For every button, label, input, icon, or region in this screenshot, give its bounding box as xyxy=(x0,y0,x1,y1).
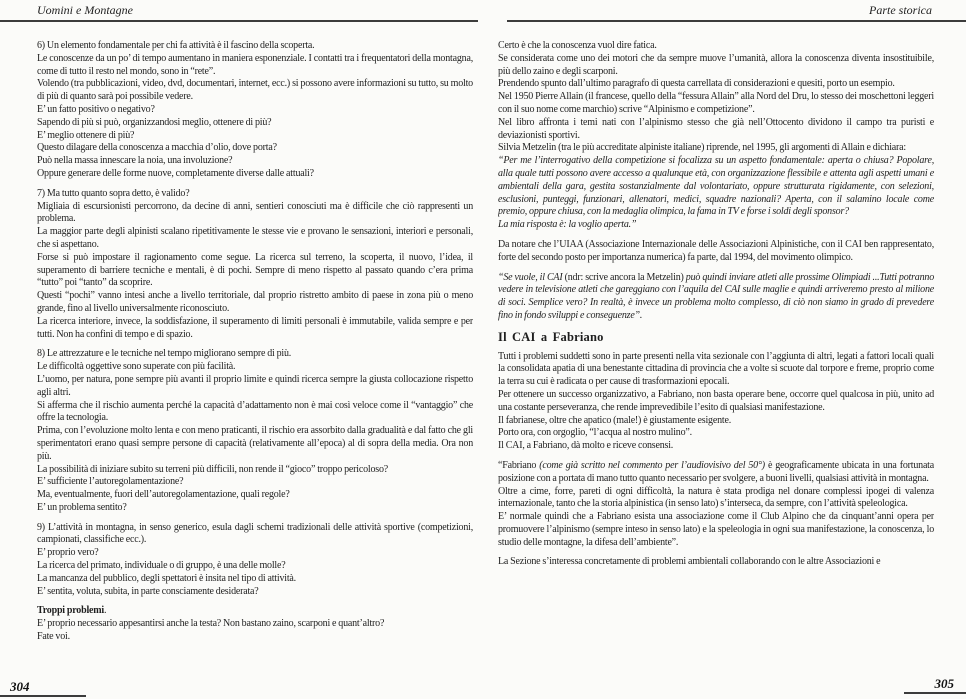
paragraph xyxy=(498,272,934,323)
text-run: è geograficamente ubicata in una fortunata posizione con a portata di mano tutto quanto necessario per svolgere, a buoni livelli, qualsiasi attività in montagna. xyxy=(498,459,934,484)
text-run: “Per me l’interrogativo della competizione si focalizza su un aspetto fondamentale: aperta o chiusa? Popolare, alla quale tutti possono avere accesso a qualunque età, con organizzazione flessibile e attenta agli aspetti umani e ambientali della gara, gestita sostanzialmente dal volontariato, oppure strutturata rigidamente, con selezioni, esclusioni, punteggi, funzionari, allenatori, medici, squadre nazionali? Aperta, con il salamino locale come premio, oppure chiusa, con la medaglia olimpica, la fama in TV e forse i soldi degli sponsor? xyxy=(498,155,934,218)
text-run: Questi “pochi” vanno intesi anche a livello territoriale, dal proprio ristretto ambito di paese in zona più o meno grande, fino al livello universalmente riconosciuto. xyxy=(37,290,473,314)
text-run: “Se vuole, il CAI xyxy=(498,271,565,283)
text-run: Il fabrianese, oltre che apatico (male!) è giustamente esigente. xyxy=(498,414,732,426)
right-page-number: 305 xyxy=(934,676,954,691)
text-run: E’ sufficiente l’autoregolamentazione? xyxy=(37,476,184,488)
paragraph xyxy=(37,130,473,143)
paragraph xyxy=(37,78,473,104)
paragraph xyxy=(498,219,934,232)
paragraph xyxy=(37,226,473,252)
paragraph xyxy=(498,53,934,79)
text-run: E’ sentita, voluta, subita, in parte consciamente desiderata? xyxy=(37,585,259,597)
paragraph xyxy=(37,188,473,201)
paragraph xyxy=(37,464,473,477)
text-run: Nel libro affronta i temi nati con l’alpinismo stesso che già nell’Ottocento dividono il campo tra puristi e deviazionisti sportivi. xyxy=(498,116,934,141)
text-run: Fate voi. xyxy=(37,631,70,643)
text-run: Può nella massa innescare la noia, una involuzione? xyxy=(37,155,233,167)
text-run: Da notare che l’UIAA (Associazione Internazionale delle Associazioni Alpinistiche, con il CAI ben rappresentato, forte del secondo posto per importanza numerica) fa parte, dal 1994, del movimento olimpico. xyxy=(498,238,934,263)
text-run: Certo è che la conoscenza vuol dire fatica. xyxy=(498,40,657,51)
text-run: E’ proprio vero? xyxy=(37,547,99,559)
text-run: 8) Le attrezzature e le tecniche nel tempo migliorano sempre di più. xyxy=(37,348,292,360)
paragraph xyxy=(37,168,473,181)
text-run: Oltre a cime, forre, pareti di ogni difficoltà, la natura è stata prodiga nel donare complessi ipogei di valenza internazionale, tanto che la storia alpinistica (in senso lato) s’interseca, da sempre, con l’attività speleologica. xyxy=(498,485,934,510)
text-run: Questo dilagare della conoscenza a macchia d’olio, dove porta? xyxy=(37,142,277,154)
text-run: Per ottenere un successo organizzativo, a Fabriano, non basta operare bene, occorre quel qualcosa in più, unito ad una costante perseveranza, che rende imprevedibile l’esito di qualsiasi manifestazione. xyxy=(498,388,934,413)
text-run: può quindi inviare atleti alle prossime Olimpiadi ...Tutti potranno vedere in televisione atleti che gareggiano con l’aquila del CAI sulle maglie e quindi arriveremo presto al milione di soci. Semplice vero? In realtà, è invece un problema molto complesso, di ciò non siamo in grado di prevedere fino in fondo sviluppi e conseguenze”. xyxy=(498,271,934,321)
right-running-head xyxy=(869,3,932,18)
text-run: “Fabriano xyxy=(498,459,540,471)
text-run: Sapendo di più si può, organizzandosi meglio, ottenere di più? xyxy=(37,116,272,128)
paragraph xyxy=(37,573,473,586)
text-run: (ndr: scrive ancora la Metzelin) xyxy=(564,271,686,283)
text-run: La mancanza del pubblico, degli spettatori è insita nel tipo di attività. xyxy=(37,572,296,584)
paragraph xyxy=(498,91,934,117)
text-run: 6) Un elemento fondamentale per chi fa attività è il fascino della scoperta. xyxy=(37,40,315,51)
paragraph xyxy=(37,374,473,400)
paragraph xyxy=(498,556,934,569)
paragraph xyxy=(498,117,934,143)
text-run: 9) L’attività in montagna, in senso generico, esula dagli schemi tradizionali delle attività sportive (competizioni, campionati, classifiche ecc.). xyxy=(37,521,473,546)
text-run: La maggior parte degli alpinisti scalano ripetitivamente le stesse vie e provano le sensazioni, interiori e personali, che si aspettano. xyxy=(37,226,473,250)
paragraph xyxy=(37,117,473,130)
text-run: E’ un problema sentito? xyxy=(37,501,127,513)
paragraph xyxy=(37,547,473,560)
paragraph xyxy=(37,605,473,618)
left-running-head-title: Uomini e Montagne xyxy=(37,3,133,17)
paragraph xyxy=(37,522,473,548)
paragraph xyxy=(37,290,473,316)
paragraph xyxy=(37,502,473,515)
text-run: Si afferma che il rischio aumenta perché la capacità d’adattamento non è mai così veloce come il “vantaggio” che offre la tecnologia. xyxy=(37,399,473,424)
paragraph xyxy=(37,252,473,290)
right-page-body xyxy=(498,40,934,692)
paragraph xyxy=(498,415,934,428)
paragraph xyxy=(498,142,934,155)
paragraph xyxy=(498,351,934,389)
text-run: (come già scritto nel commento per l’audiovisivo del 50°) xyxy=(539,459,765,471)
paragraph xyxy=(37,316,473,342)
right-running-head-title: Parte storica xyxy=(869,3,932,17)
text-run: E’ un fatto positivo o negativo? xyxy=(37,103,155,115)
section-heading xyxy=(498,331,934,344)
left-page-body xyxy=(37,40,473,692)
paragraph xyxy=(498,440,934,453)
text-run: Prima, con l’evoluzione molto lenta e con meno praticanti, il rischio era assorbito dalla gradualità e dal fatto che gli sperimentatori erano quasi sempre persone di capacità (relativamente all’epoca) al di sopra della media. Ora non più. xyxy=(37,425,473,462)
paragraph xyxy=(498,427,934,440)
paragraph xyxy=(37,618,473,631)
text-run: . xyxy=(104,605,107,617)
left-header-rule xyxy=(0,20,478,22)
text-run: La Sezione s’interessa concretamente di problemi ambientali collaborando con le altre Associazioni e xyxy=(498,556,881,568)
left-page-number: 304 xyxy=(10,679,30,694)
right-header-rule xyxy=(507,20,966,22)
text-run: Tutti i problemi suddetti sono in parte presenti nella vita sezionale con l’aggiunta di altri, legati a fattori locali quali la consolidata apatia di una benestante cittadina di provincia che a volte si scuote dal torpore e freme, proprio come la terra su cui è radicata o per cause di trasformazioni epocali. xyxy=(498,350,934,388)
paragraph xyxy=(37,201,473,227)
text-run: E’ normale quindi che a Fabriano esista una associazione come il Club Alpino che da cinquant’anni opera per promuovere l’alpinismo (sempre inteso in senso lato) e la speleologia in ogni sua manifestazione, la conoscenza, lo studio delle montagne, la difesa dell’ambiente”. xyxy=(498,511,934,548)
paragraph xyxy=(37,489,473,502)
paragraph xyxy=(498,460,934,486)
paragraph xyxy=(37,142,473,155)
text-run: E’ meglio ottenere di più? xyxy=(37,129,135,141)
paragraph xyxy=(37,560,473,573)
text-run: Se considerata come uno dei motori che da sempre muove l’umanità, allora la conoscenza diventa insostituibile, più dello zaino e degli scarponi. xyxy=(498,52,934,77)
paragraph xyxy=(37,40,473,53)
text-run: 7) Ma tutto quanto sopra detto, è valido? xyxy=(37,187,190,199)
paragraph xyxy=(37,631,473,644)
text-run: Il CAI, a Fabriano, dà molto e riceve consensi. xyxy=(498,440,674,452)
text-run: Il CAI a Fabriano xyxy=(498,329,604,344)
text-run: Porto ora, con orgoglio, “l’acqua al nostro mulino”. xyxy=(498,427,692,439)
paragraph xyxy=(498,155,934,219)
paragraph xyxy=(37,104,473,117)
text-run: La ricerca del primato, individuale o di gruppo, è una delle molle? xyxy=(37,560,286,572)
paragraph xyxy=(37,361,473,374)
paragraph xyxy=(37,155,473,168)
text-run: L’uomo, per natura, pone sempre più avanti il proprio limite e quindi ricerca sempre la giusta collocazione rispetto agli altri. xyxy=(37,373,473,398)
paragraph xyxy=(37,476,473,489)
text-run: La possibilità di iniziare subito su terreni più difficili, non rende il “gioco” troppo pericoloso? xyxy=(37,463,389,475)
paragraph xyxy=(498,486,934,512)
text-run: Le difficoltà oggettive sono superate con più facilità. xyxy=(37,361,236,373)
text-run: Oppure generare delle forme nuove, completamente diverse dalle attuali? xyxy=(37,167,314,179)
text-run: Troppi problemi xyxy=(37,605,104,617)
text-run: Nel 1950 Pierre Allain (il francese, quello della “fessura Allain” alla Nord del Dru, lo stesso dei moschettoni leggeri con il suo nome come marchio) scrive “Alpinismo e competizione”. xyxy=(498,91,934,115)
paragraph xyxy=(498,389,934,415)
paragraph xyxy=(37,53,473,79)
paragraph xyxy=(37,400,473,426)
text-run: Le conoscenze da un po’ di tempo aumentano in maniera esponenziale. I contatti tra i frequentatori della montagna, come di tutto il resto nel mondo, sono in “rete”. xyxy=(37,52,473,77)
text-run: Silvia Metzelin (tra le più accreditate alpiniste italiane) riprende, nel 1995, gli argomenti di Allain e dichiara: xyxy=(498,142,906,154)
text-run: La ricerca interiore, invece, la soddisfazione, il superamento di limiti personali è immutabile, valida sempre e per tutti. Non ha confini di tempo e di spazio. xyxy=(37,315,473,340)
paragraph xyxy=(498,78,934,91)
text-run: E’ proprio necessario appesantirsi anche la testa? Non bastano zaino, scarponi e quant’altro? xyxy=(37,618,385,630)
text-run: Prendendo spunto dall’ultimo paragrafo di questa carrellata di considerazioni e quesiti, porto un esempio. xyxy=(498,78,895,90)
right-page-number-rule xyxy=(904,692,966,694)
text-run: Ma, eventualmente, fuori dell’autoregolamentazione, quali regole? xyxy=(37,489,290,501)
paragraph xyxy=(498,239,934,265)
left-running-head xyxy=(37,3,133,18)
text-run: Migliaia di escursionisti percorrono, da decine di anni, sentieri conosciuti ma è difficile che ciò rappresenti un problema. xyxy=(37,200,473,225)
paragraph xyxy=(498,40,934,53)
paragraph xyxy=(37,348,473,361)
text-run: Forse si può impostare il ragionamento come segue. La ricerca sul terreno, la scoperta, il nuovo, l’idea, il superamento di barriere tecniche e mentali, è di pochi. Sempre di meno rispetto al passato quando c’era prima “tutto” poi “tanto” da scoprire. xyxy=(37,251,473,289)
paragraph xyxy=(498,511,934,549)
paragraph xyxy=(37,586,473,599)
paragraph xyxy=(37,425,473,463)
text-run: La mia risposta è: la voglio aperta.” xyxy=(498,219,637,231)
text-run: Volendo (tra pubblicazioni, video, dvd, documentari, internet, ecc.) si possono avere informazioni su tutto, su molto di più di quanto sarà poi possibile vedere. xyxy=(37,78,473,103)
left-page-number-rule xyxy=(0,695,86,697)
